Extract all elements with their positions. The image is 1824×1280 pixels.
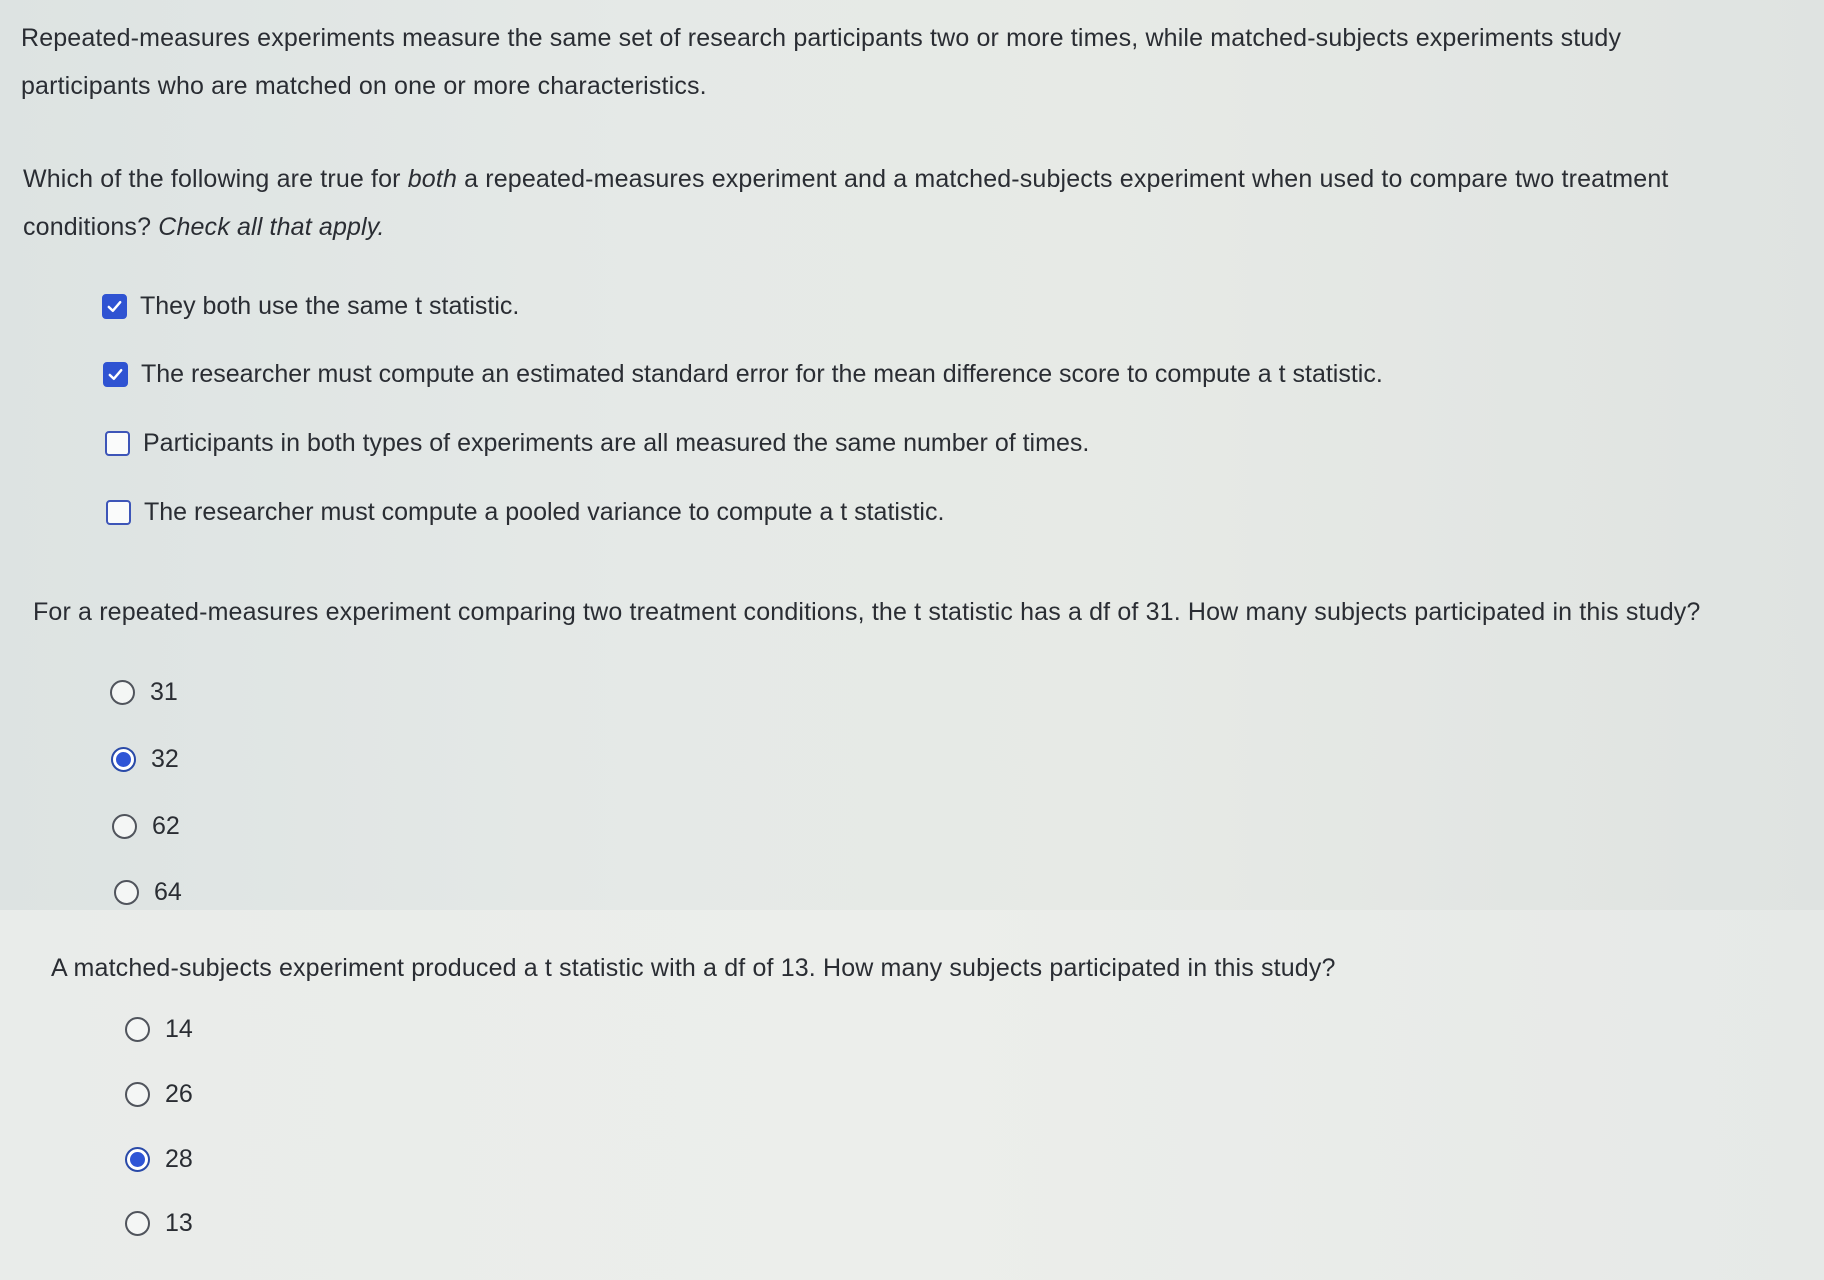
q2-option-4-label: 64 xyxy=(154,878,182,906)
question-1-line-2 xyxy=(23,203,1668,251)
checkbox-checked[interactable] xyxy=(103,362,128,387)
checkbox-unchecked[interactable] xyxy=(105,431,130,456)
intro-paragraph xyxy=(21,14,1621,110)
radio-unselected[interactable] xyxy=(125,1082,150,1107)
radio-unselected[interactable] xyxy=(125,1017,150,1042)
q2-option-1-label: 31 xyxy=(150,678,178,706)
checkbox-checked[interactable] xyxy=(102,294,127,319)
radio-dot-icon xyxy=(116,752,131,767)
q2-option-4[interactable] xyxy=(114,877,182,907)
radio-unselected[interactable] xyxy=(110,680,135,705)
q1-emphasis: both xyxy=(407,165,458,193)
q1-option-3[interactable] xyxy=(105,428,1089,458)
q1-option-4[interactable] xyxy=(106,497,944,527)
question-1-prompt xyxy=(23,155,1668,251)
radio-unselected[interactable] xyxy=(114,880,139,905)
q2-option-2[interactable] xyxy=(111,744,179,774)
radio-selected[interactable] xyxy=(125,1147,150,1172)
q1-line2-prefix: conditions? xyxy=(23,213,159,241)
q1-option-4-label: The researcher must compute a pooled variance to compute a t statistic. xyxy=(144,498,945,526)
intro-line-2: participants who are matched on one or more characteristics. xyxy=(21,72,707,100)
q3-option-3[interactable] xyxy=(125,1144,193,1174)
q2-option-1[interactable] xyxy=(110,677,178,707)
checkbox-unchecked[interactable] xyxy=(106,500,131,525)
intro-line-1: Repeated-measures experiments measure the same set of research participants two or more times, while matched-subjects experiments study xyxy=(21,24,1622,52)
checkmark-icon xyxy=(105,297,124,316)
q2-option-2-label: 32 xyxy=(151,745,179,773)
radio-unselected[interactable] xyxy=(125,1211,150,1236)
q1-prefix: Which of the following are true for xyxy=(23,165,408,193)
checkmark-icon xyxy=(106,365,125,384)
question-3-prompt: A matched-subjects experiment produced a t statistic with a df of 13. How many subjects participated in this study? xyxy=(51,954,1336,982)
q1-option-1-label: They both use the same t statistic. xyxy=(140,292,520,320)
q1-instruction: Check all that apply. xyxy=(158,213,385,241)
radio-unselected[interactable] xyxy=(112,814,137,839)
q3-option-1[interactable] xyxy=(125,1014,193,1044)
q1-rest: a repeated-measures experiment and a matched-subjects experiment when used to compare two treatment xyxy=(457,165,1669,193)
q3-option-4[interactable] xyxy=(125,1208,193,1238)
q3-option-4-label: 13 xyxy=(165,1209,193,1237)
q1-option-3-label: Participants in both types of experiments are all measured the same number of times. xyxy=(143,429,1090,457)
q3-option-2-label: 26 xyxy=(165,1080,193,1108)
radio-selected[interactable] xyxy=(111,747,136,772)
q3-option-2[interactable] xyxy=(125,1079,193,1109)
question-2-prompt: For a repeated-measures experiment comparing two treatment conditions, the t statistic has a df of 31. How many subjects participated in this study? xyxy=(33,598,1701,626)
q1-option-1[interactable] xyxy=(102,291,519,321)
question-1-line-1 xyxy=(23,155,1668,203)
q2-option-3-label: 62 xyxy=(152,812,180,840)
q1-option-2-label: The researcher must compute an estimated standard error for the mean difference score to compute a t statistic. xyxy=(141,360,1383,388)
q3-option-1-label: 14 xyxy=(165,1015,193,1043)
q3-option-3-label: 28 xyxy=(165,1145,193,1173)
q1-option-2[interactable] xyxy=(103,359,1383,389)
q2-option-3[interactable] xyxy=(112,811,180,841)
radio-dot-icon xyxy=(130,1152,145,1167)
